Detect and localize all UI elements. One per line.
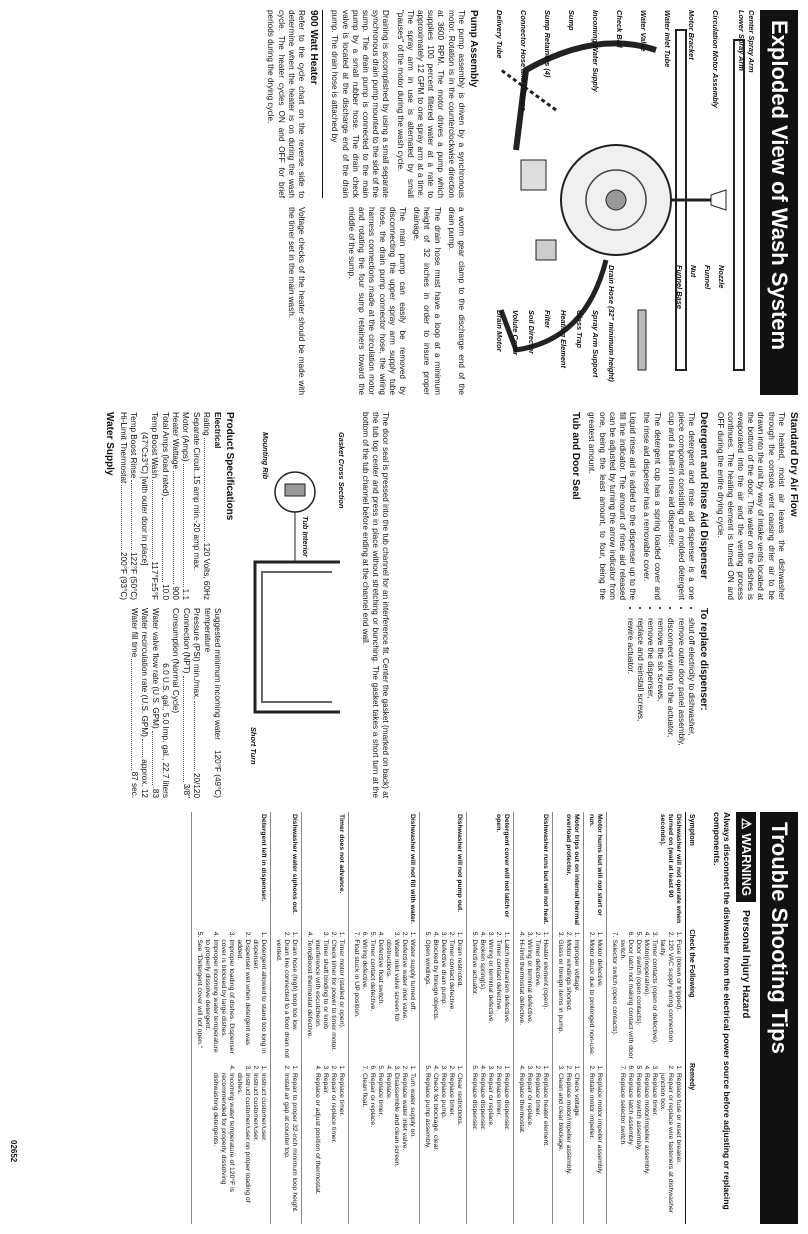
spec-value: 20/120 xyxy=(192,772,202,798)
mounting-rib-shape xyxy=(285,484,305,496)
dry-air-text: The heated, moist air leaves the dishwasher through the console vent causing drier air to be drawn into the unit by way of intake vents located at the bottom of the door. The water on the dishes is evaporated into the air and the venting process continues. The heating element is turned ON and OFF during the entire drying cycle. xyxy=(715,412,786,600)
label-sump-retainers: Sump Retainers (4) xyxy=(543,10,552,78)
replace-step: • remove outer door panel assembly, xyxy=(675,618,685,798)
remedy-item: 2. Rotate motor impeller. xyxy=(587,1073,595,1222)
check-item: 2. Timer contact defective. xyxy=(447,939,455,1059)
label-tub-interior: Tub Interior xyxy=(301,516,310,557)
check-item: 7. Selector switch (open contacts). xyxy=(610,939,618,1059)
remedy-item: 6. Replace latch assembly. xyxy=(626,1073,634,1222)
remedy-item: 4. Incoming water temperature of 120°F is recommended for properly dissolving dishwashing detergents. xyxy=(211,1073,235,1222)
remedy-item: 1. Replace timer. xyxy=(337,1073,345,1222)
check-item: 4. Broken spring(s). xyxy=(478,939,486,1059)
replace-step: • remove the dispenser, xyxy=(645,618,655,798)
label-nut: Nut xyxy=(689,265,698,278)
remedy-list xyxy=(517,1063,549,1222)
spec-key: Water fill time xyxy=(129,608,139,658)
remedy-item: 3. Replace timer. xyxy=(650,1073,658,1222)
remedy-item: 2. Instruct customer/user. xyxy=(251,1073,259,1222)
tub-seal-text-block xyxy=(355,412,390,798)
specs-heading: Product Specifications xyxy=(224,412,235,521)
spec-key: 6.0 U.S. gal., 5.0 Imp. gal., 22.7 liters xyxy=(160,663,170,798)
remedy-item: 4. Replace. xyxy=(384,1073,392,1222)
check-cell xyxy=(607,927,686,1061)
heater-para-2: Voltage checks of the heater should be made with the timer set in the main wash. xyxy=(286,207,306,395)
remedy-item: 3. Replace pump. xyxy=(439,1073,447,1222)
remedy-item: 3. Repair or replace. xyxy=(486,1073,494,1222)
trouble-row xyxy=(514,812,553,1224)
replace-step: • rewire actuator. xyxy=(624,618,634,798)
spec-value: approx. 12 xyxy=(140,759,150,798)
spec-key: (47°C±3°C) [with outer door in place] xyxy=(139,432,149,566)
spec-row xyxy=(138,412,148,600)
remedy-cell xyxy=(607,1061,686,1224)
remedy-item: 1. Instruct customer/user. xyxy=(259,1073,267,1222)
label-connector-hose: Connector Hose and Clamps xyxy=(519,10,528,112)
remedy-item: 7. Replace selector switch. xyxy=(618,1073,626,1222)
spec-row xyxy=(128,412,138,600)
detergent-heading: Detergent and Rinse Aid Dispenser xyxy=(698,412,710,579)
check-item: 1. Drain hose (high) loop too low. xyxy=(290,939,298,1059)
remedy-item: 3. Clean and clear blockage. xyxy=(556,1073,564,1222)
check-item: 4. Defective float switch. xyxy=(376,939,384,1059)
spec-row xyxy=(170,608,180,798)
trouble-row xyxy=(192,812,271,1224)
check-item: 1. Timer motor (stalled or open). xyxy=(337,939,345,1059)
check-item: 2. Motor stuck due to prolonged non-use. xyxy=(587,939,595,1059)
spec-value: 87 sec. xyxy=(129,771,139,798)
remedy-cell xyxy=(467,1061,514,1224)
spec-row xyxy=(159,412,169,600)
label-funnel-base: Funnel Base xyxy=(675,265,684,309)
check-list xyxy=(305,929,345,1059)
check-item: 3. Defective drain pump. xyxy=(439,939,447,1059)
trouble-shooting-title: Trouble Shooting Tips xyxy=(760,812,798,1224)
spec-row xyxy=(160,608,170,798)
trouble-row xyxy=(271,812,302,1224)
warning-box xyxy=(698,812,756,1224)
remedy-item: 2. Replace timer. xyxy=(494,1073,502,1222)
check-cell xyxy=(271,927,302,1061)
warning-sub: Personal Injury Hazard xyxy=(740,910,752,1019)
remedy-list xyxy=(618,1063,682,1222)
remedy-cell xyxy=(192,1061,271,1224)
funnel-shape xyxy=(711,190,726,210)
check-item: 3. Wiring or terminal defective. xyxy=(525,939,533,1059)
check-cell xyxy=(467,927,514,1061)
remedy-item: 1. Replace fuse or reset breaker. xyxy=(674,1073,682,1222)
pump-assembly-heading: Pump Assembly xyxy=(468,10,479,88)
label-funnel: Funnel xyxy=(703,265,712,290)
symptom-cell: Dishwasher water siphons out. xyxy=(271,812,302,927)
replace-dispenser-heading: To replace dispenser: xyxy=(698,608,709,711)
middle-col1 xyxy=(568,412,798,600)
remedy-list xyxy=(282,1063,298,1222)
check-item: 3. Water inlet valve screen for obstructions. xyxy=(384,939,400,1059)
replace-step: • shut off electricity to dishwasher, xyxy=(686,618,696,798)
remedy-cell xyxy=(271,1061,302,1224)
check-item: 3. Timer contacts (open or defective). xyxy=(650,939,658,1059)
symptom-cell: Timer does not advance. xyxy=(302,812,349,927)
spec-value: 1.1 xyxy=(181,588,191,600)
remedy-item: 4. Replace dispenser. xyxy=(478,1073,486,1222)
spec-key: Motor (Amps) xyxy=(181,412,191,462)
label-motor-bracket: Motor Bracket xyxy=(687,10,696,60)
remedy-cell xyxy=(302,1061,349,1224)
label-spray-arm-support: Spray Arm Support xyxy=(591,310,600,378)
trouble-row xyxy=(420,812,467,1224)
check-item: 6. Door latch not making contact with door switch. xyxy=(618,939,634,1059)
remedy-cell xyxy=(584,1061,607,1224)
check-item: 2. Defective water inlet valve. xyxy=(400,939,408,1059)
spec-key: Water valve flow rate (U.S. GPM) xyxy=(150,608,160,729)
check-item: 4. TempBoost thermostat defective. xyxy=(305,939,313,1059)
remedy-item: 2. Replace timer. xyxy=(533,1073,541,1222)
remedy-item: 3. Repair or replace. xyxy=(525,1073,533,1222)
trouble-row xyxy=(467,812,514,1224)
check-item: 2. 120 VAC supply wiring connection faulty. xyxy=(658,939,674,1059)
water-supply-heading: Water Supply xyxy=(103,412,115,476)
spec-key: Temp Boost Wash xyxy=(150,412,160,479)
spec-value: .83 xyxy=(150,786,160,798)
trouble-table-wrap xyxy=(191,812,696,1224)
spec-value: 120°F (49°C) xyxy=(213,750,222,798)
check-item: 1. Improper voltage. xyxy=(572,939,580,1059)
spec-row xyxy=(149,608,159,798)
remedy-item: 4. Replace or adjust position of thermostat. xyxy=(313,1073,321,1222)
lower-spray-arm-shape xyxy=(734,40,744,370)
spec-key: Temp Boost Rinse xyxy=(129,412,139,479)
heater-heading: 900 Watt Heater xyxy=(308,10,323,198)
spec-key: Pressure (PSI) min./max. xyxy=(192,608,202,700)
check-item: 3. Timer shaft binding to or knob interference with escutcheon. xyxy=(313,939,329,1059)
water-specs xyxy=(128,608,222,798)
soil-director-shape xyxy=(606,190,626,210)
check-list xyxy=(517,929,549,1059)
spec-key: Connection (NPT) xyxy=(181,608,191,674)
check-list xyxy=(195,929,267,1059)
check-item: 4. Hi-limit thermostat defective. xyxy=(517,939,525,1059)
spec-row xyxy=(191,608,201,798)
trouble-row xyxy=(584,812,607,1224)
spec-key: Hi-Limit Thermostat xyxy=(118,412,128,484)
check-item: 5. Open windings. xyxy=(423,939,431,1059)
exploded-diagram xyxy=(486,10,756,395)
remedy-cell xyxy=(514,1061,553,1224)
label-gasket-cross-section: Gasket Cross Section xyxy=(337,432,346,509)
remedy-list xyxy=(423,1063,463,1222)
spec-row xyxy=(118,412,128,600)
check-list xyxy=(470,929,510,1059)
spec-value: 122°F (50°C) xyxy=(129,552,139,600)
remedy-list xyxy=(313,1063,345,1222)
check-cell xyxy=(192,927,271,1061)
remedy-item: 5. Replace switch assembly. xyxy=(634,1073,642,1222)
warning-triangle-icon: ⚠ xyxy=(739,818,754,830)
remedy-item: 6. Repair or replace. xyxy=(368,1073,376,1222)
check-list xyxy=(587,929,603,1059)
check-item: 1. Drain restricted. xyxy=(455,939,463,1059)
replace-step: • disconnect wiring to the actuator, xyxy=(665,618,675,798)
check-item: 1. Latch mechanism defective. xyxy=(502,939,510,1059)
check-item: 4. Improper incoming water temperature to properly dissolve detergent. xyxy=(203,939,219,1059)
symptom-cell: Dishwasher will not operate when turned on (wait at least 90 seconds). xyxy=(607,812,686,927)
label-soil-director: Soil Director xyxy=(527,310,536,354)
pump-para-4: The drain hose must have a loop at a minimum height of 32 inches in order to insure proper drainage. xyxy=(412,207,442,395)
remedy-item: 4. Replace thermostat. xyxy=(517,1073,525,1222)
remedy-item: 1. Repair to proper 32-inch minimum loop height. xyxy=(290,1073,298,1222)
spec-value: 3/8" xyxy=(181,783,191,798)
trouble-row xyxy=(302,812,349,1224)
check-item: 5. See "Detergent cover will not open." xyxy=(195,939,203,1059)
check-list xyxy=(423,929,463,1059)
check-item: 6. Wiring defective. xyxy=(360,939,368,1059)
replace-step: • remove the six screws, xyxy=(655,618,665,798)
check-item: 1. Water supply turned off. xyxy=(408,939,416,1059)
check-item: 2. Motor windings shorted. xyxy=(564,939,572,1059)
remedy-item: 2. Replace motor/impeller assembly. xyxy=(564,1073,572,1222)
check-item: 1. Fuse (blown or tripped). xyxy=(674,939,682,1059)
remedy-item: 3. Repair. xyxy=(321,1073,329,1222)
check-cell xyxy=(302,927,349,1061)
symptom-cell: Dishwasher will not fill with water. xyxy=(349,812,420,927)
check-item: 7. Float stuck in UP position. xyxy=(352,939,360,1059)
remedy-item: 2. Repair or replace wire fasteners at dishwasher junction box. xyxy=(658,1073,674,1222)
check-item: 1. Motor defective. xyxy=(595,939,603,1059)
check-list xyxy=(556,929,580,1059)
check-cell xyxy=(553,927,584,1061)
spec-row xyxy=(139,608,149,798)
check-list xyxy=(352,929,416,1059)
circulation-motor-shape xyxy=(521,160,546,190)
symptom-cell: Motor trips out on internal thermal overload protector. xyxy=(553,812,584,927)
check-item: 2. Timer defective. xyxy=(533,939,541,1059)
replace-step: • replace and reinstall screws, xyxy=(635,618,645,798)
pump-para-5: The main pump can easily be removed by disconnecting the upper spray arm supply tube hose, the drain pump connector hose, the wiring harness connections made at the circulation motor and rotating the four sump retainers toward the middle of the sump. xyxy=(346,207,407,395)
trouble-row xyxy=(553,812,584,1224)
trouble-row xyxy=(607,812,686,1224)
gasket-outline xyxy=(262,572,332,702)
remedy-cell xyxy=(553,1061,584,1224)
label-mounting-rib: Mounting Rib xyxy=(261,432,270,480)
check-list xyxy=(274,929,298,1059)
symptom-cell: Dishwasher will not pump out. xyxy=(420,812,467,927)
tub-seal-diagram xyxy=(240,412,350,798)
dry-air-heading: Standard Dry Air Flow xyxy=(788,412,799,517)
spec-value: 120 Volts, 60Hz xyxy=(202,542,212,600)
label-drain-motor: Drain Motor xyxy=(495,310,504,352)
remedy-item: 2. Replace timer. xyxy=(447,1073,455,1222)
spec-row xyxy=(180,608,190,798)
check-item: 4. Motor(inoperative). xyxy=(642,939,650,1059)
spec-key: Total Amps (load rated) xyxy=(160,412,170,497)
symptom-cell: Detergent left in dispenser. xyxy=(192,812,271,927)
pump-para-1: The pump assembly is driven by a synchronous motor. Rotation is in the counterclockwise direction at 3600 RPM. The motor drives a pump which supplies 100 percent filtered water at a rate to approximately 12 GPM to one spray arm at a time. The spray arm in use is alternated by small "pauses" of the motor during the wash cycle. xyxy=(395,10,466,198)
check-item: 1. Detergent allowed to stand too long in dispenser. xyxy=(251,939,267,1059)
remedy-item: 7. Clean float. xyxy=(360,1073,368,1222)
label-short-turn: Short Turn xyxy=(249,727,258,765)
check-item: 5. Defective actuator. xyxy=(470,939,478,1059)
spec-row xyxy=(180,412,190,600)
heating-element-shape xyxy=(638,310,646,370)
spec-value: 117°F±5°F xyxy=(150,561,160,600)
spec-key: Rating xyxy=(202,412,212,436)
spec-row xyxy=(128,608,138,798)
remedy-item: 4. Check for blockage, clear. xyxy=(431,1073,439,1222)
remedy-item: 1. Replace dispenser. xyxy=(502,1073,510,1222)
remedy-item: 1. Clear restrictions. xyxy=(455,1073,463,1222)
spec-key: Separate Circuit..15 amp min.-20 amp max. xyxy=(191,412,201,571)
replace-steps-list xyxy=(624,608,695,798)
tub-seal-text: The door seal is pressed into the tub channel for an interference fit. Center the gasket (marked on back) at the tub top center and press in place without stretching or bunching. The gasket takes a short turn at the bottom of the tub channel before ending at the channel end wall. xyxy=(360,412,390,798)
trouble-table-header xyxy=(686,812,697,1224)
remedy-item: 3. Disassemble and clean screen. xyxy=(392,1073,400,1222)
label-incoming-water-supply: Incoming Water Supply xyxy=(591,10,600,92)
remedy-item: 1. Replace heater element. xyxy=(541,1073,549,1222)
spec-value: 10.0 xyxy=(160,584,170,600)
check-item: 2. Dispenser wet when detergent was added. xyxy=(235,939,251,1059)
remedy-item: 1. Check voltage. xyxy=(572,1073,580,1222)
warning-text: Always disconnect the dishwasher from the electrical power source before adjusting or replacing components. xyxy=(712,812,732,1210)
electrical-heading: Electrical xyxy=(212,412,222,449)
symptom-cell: Dishwasher runs but will not heat. xyxy=(514,812,553,927)
remedy-item: 2. Repair or replace timer. xyxy=(329,1073,337,1222)
label-glass-trap: Glass Trap xyxy=(575,310,584,349)
label-lower-spray-arm: Lower Spray Arm xyxy=(737,10,746,71)
spec-row xyxy=(149,412,159,600)
heater-para-1: Refer to the cycle chart on the reverse side to determine when the heater is on during the wash cycle. The heater cycles ON and OFF for brief periods during the drying cycle. xyxy=(266,10,306,198)
label-drain-hose: Drain Hose (32" minimum height) xyxy=(607,265,616,382)
pump-para-3: a worm gear clamp to the discharge end of the drain pump. xyxy=(446,207,466,395)
check-item: 5. Timer contact defective. xyxy=(368,939,376,1059)
detergent-para-3: Liquid rinse aid is added to the dispenser up to the fill line indicator. The amount of rinse aid released can be adjusted by turning the arrow indicator from one, being the least amount, to four, being the greatest amount. xyxy=(587,412,638,600)
check-item: 5. Door switch (open contacts). xyxy=(634,939,642,1059)
remedy-item: 5. Replace pump assembly. xyxy=(423,1073,431,1222)
remedy-item: 5. Replace dispenser. xyxy=(470,1073,478,1222)
drain-motor-shape xyxy=(536,240,556,260)
check-cell xyxy=(514,927,553,1061)
check-item: 2. Check timer for power to timer motor. xyxy=(329,939,337,1059)
electrical-specs xyxy=(101,412,234,600)
spec-value: 900 xyxy=(170,586,180,600)
warning-badge xyxy=(736,812,756,902)
remedy-item: 1. Turn water supply on. xyxy=(408,1073,416,1222)
col-check: Check the Following xyxy=(686,927,697,1061)
check-list xyxy=(610,929,682,1059)
spec-row xyxy=(201,412,211,600)
label-volute-cover: Volute Cover xyxy=(511,310,520,356)
spec-row xyxy=(190,412,200,600)
spec-key: Water recirculation rate (U.S. GPM) xyxy=(140,608,150,737)
remedy-item: 3. Instruct customer/user on proper loading of dishes. xyxy=(235,1073,251,1222)
remedy-cell xyxy=(349,1061,420,1224)
label-nozzle: Nozzle xyxy=(717,265,726,289)
symptom-cell: Detergent cover will not latch or open. xyxy=(467,812,514,927)
check-item: 3. Wiring or terminal defective. xyxy=(486,939,494,1059)
spec-key: Consumption (Normal Cycle) xyxy=(171,608,181,714)
remedy-item: 2. Replace water inlet valve. xyxy=(400,1073,408,1222)
check-item: 2. Drain line connected to a floor drain not vented. xyxy=(274,939,290,1059)
remedy-list xyxy=(360,1063,416,1222)
trouble-table xyxy=(191,812,696,1224)
spec-row xyxy=(201,608,222,798)
check-item: 3. Glass or foreign items in pump. xyxy=(556,939,564,1059)
label-water-inlet-tube: Water Inlet Tube xyxy=(663,10,672,68)
label-center-spray-arm: Center Spray Arm xyxy=(747,10,756,73)
exploded-view-title: Exploded View of Wash System xyxy=(760,10,798,395)
tub-seal-heading: Tub and Door Seal xyxy=(570,412,582,500)
pump-assembly-col2 xyxy=(281,207,466,395)
remedy-item: 4. Replace motor/impeller assembly. xyxy=(642,1073,650,1222)
remedy-list xyxy=(470,1063,510,1222)
check-item: 1. Heater element (open). xyxy=(541,939,549,1059)
remedy-item: 1. Replace motor impeller assembly. xyxy=(595,1073,603,1222)
trouble-row xyxy=(349,812,420,1224)
spec-value: 200°F (93°C) xyxy=(118,552,128,600)
remedy-item: 2. Install air gap at counter top. xyxy=(282,1073,290,1222)
label-filter: Filter xyxy=(543,310,552,329)
remedy-list xyxy=(587,1063,603,1222)
check-item: 3. Improper loading of dishes. Dispenser cover is blocked by large dishes. xyxy=(219,939,235,1059)
remedy-list xyxy=(211,1063,267,1222)
col-remedy: Remedy xyxy=(686,1061,697,1224)
remedy-list xyxy=(556,1063,580,1222)
detergent-para-1: The detergent and rinse aid dispenser is a one piece component consisting of a molded detergent cup and a built-in rinse aid dispenser. xyxy=(666,412,697,600)
label-water-valve: Water Valve xyxy=(639,10,648,52)
check-item: 2. Timer contact defective. xyxy=(494,939,502,1059)
label-check-ball: Check Ball xyxy=(615,10,624,48)
spec-key: Heater Wattage xyxy=(170,412,180,470)
check-cell xyxy=(349,927,420,1061)
check-cell xyxy=(420,927,467,1061)
col-symptom: Symptom xyxy=(686,812,697,927)
symptom-cell: Motor hums but will not start or run. xyxy=(584,812,607,927)
pump-assembly-col1 xyxy=(261,10,478,198)
tub-outline xyxy=(255,562,340,712)
middle-col2 xyxy=(624,608,708,798)
pump-para-2: Draining is accomplished by using a small separate synchronous drain pump mounted to the side of the sump. The drain pump is connected to the main pump by a small rubber hose. The drain check valve is located at the discharge end of the drain pump. The drain hose is attached by xyxy=(330,10,391,198)
check-item: 4. Blocked by foreign objects. xyxy=(431,939,439,1059)
check-cell xyxy=(584,927,607,1061)
warning-label: WARNING xyxy=(739,833,754,897)
detergent-para-2: The detergent cup has a spring loaded cover and the rinse aid dispenser has a removable cover. xyxy=(642,412,662,600)
part-number: 02652 xyxy=(9,1140,18,1163)
spec-key: Suggested minimum incoming water temperature xyxy=(202,608,222,740)
remedy-item: 5. Replace timer. xyxy=(376,1073,384,1222)
remedy-cell xyxy=(420,1061,467,1224)
label-delivery-tube: Delivery Tube xyxy=(495,10,504,59)
label-circulation-motor: Circulation Motor Assembly xyxy=(711,10,720,108)
label-heating-element: Heating Element xyxy=(559,310,568,368)
spec-row xyxy=(170,412,180,600)
label-sump: Sump xyxy=(567,10,576,31)
